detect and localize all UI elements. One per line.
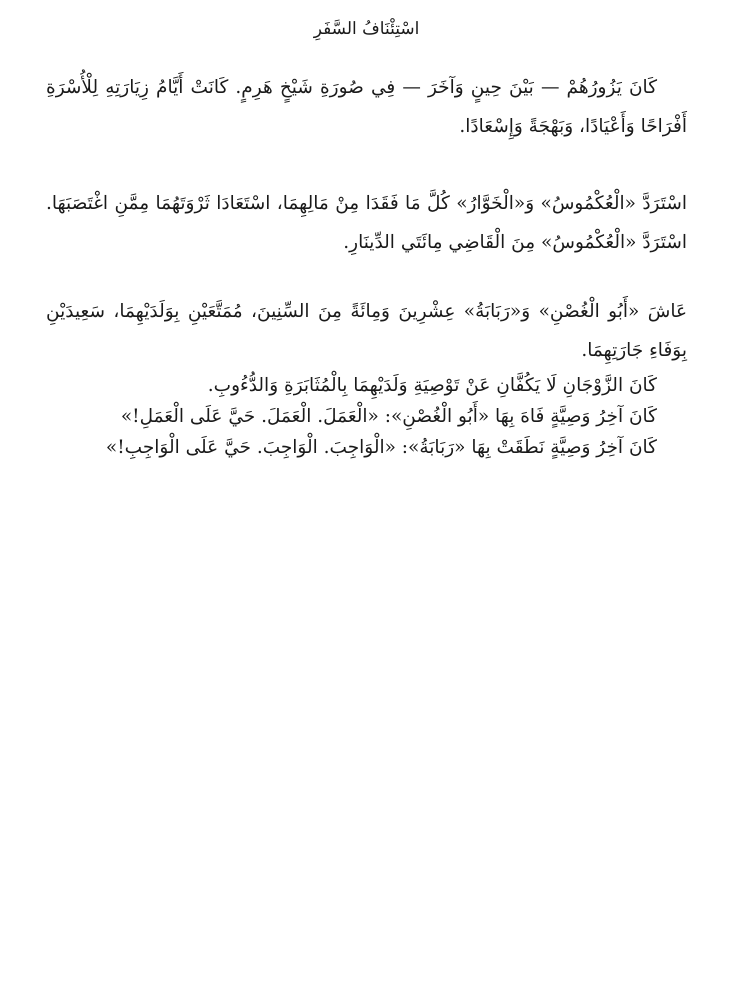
line-rababa-will: كَانَ آخِرُ وَصِيَّةٍ نَطَقَتْ بِهَا «رَبَابَةُ»: «الْوَاجِبَ. الْوَاجِبَ. حَيَّ عَلَى الْوَاجِبِ!» — [105, 437, 657, 458]
line-abu-alghusn-will: كَانَ آخِرُ وَصِيَّةٍ فَاهَ بِهَا «أَبُو الْغُصْنِ»: «الْعَمَلَ. الْعَمَلَ. حَيَّ عَلَى الْعَمَلِ!» — [120, 406, 657, 427]
page-title: اسْتِئْنَافُ السَّفَرِ — [313, 19, 420, 39]
paragraph-recovery: اسْتَرَدَّ «الْعُكْمُوسُ» وَ«الْخَوَّارُ» كُلَّ مَا فَقَدَا مِنْ مَالِهِمَا، اسْتَعَادَا ثَرْوَتَهُمَا مِمَّنِ اغْتَصَبَهَا. اسْتَرَدَّ «الْعُكْمُوسُ» مِنَ الْقَاضِي مِائَتَي الدِّينَارِ. — [46, 193, 687, 253]
paragraph-life: عَاشَ «أَبُو الْغُصْنِ» وَ«رَبَابَةُ» عِشْرِينَ وَمِائَةً مِنَ السِّنِينَ، مُمَتَّعَيْنِ بِوَلَدَيْهِمَا، سَعِيدَيْنِ بِوَفَاءِ جَارَتِهِمَا. — [46, 301, 687, 361]
paragraph-visit: كَانَ يَزُورُهُمْ — بَيْنَ حِينٍ وَآخَرَ — فِي صُورَةِ شَيْخٍ هَرِمٍ. كَانَتْ أَيَّامُ زِيَارَتِهِ لِلْأُسْرَةِ أَفْرَاحًا وَأَعْيَادًا، وَبَهْجَةً وَإِسْعَادًا. — [46, 77, 687, 137]
paragraph-spacer — [46, 262, 687, 292]
paragraph-spacer — [46, 146, 687, 184]
line-couple-advice: كَانَ الزَّوْجَانِ لَا يَكُفَّانِ عَنْ تَوْصِيَةِ وَلَدَيْهِمَا بِالْمُثَابَرَةِ وَالدُّءُوبِ. — [207, 375, 657, 396]
